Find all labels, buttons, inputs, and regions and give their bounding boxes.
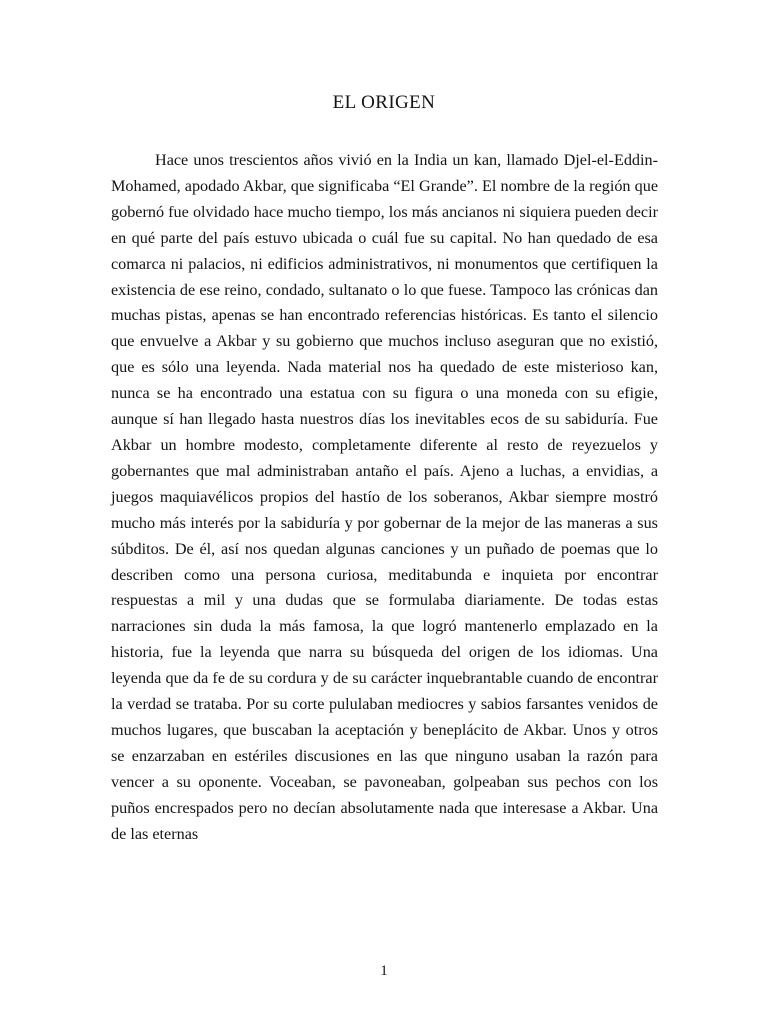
page-number: 1 [380, 963, 388, 979]
body-paragraph: Hace unos trescientos años vivió en la India un kan, llamado Djel-el-Eddin-Mohamed, apodado Akbar, que significaba “El Grande”. El nombre de la región que gobernó fue olvidado hace mucho tiempo, los más ancianos ni siquiera pueden decir en qué parte del país estuvo ubicada o cuál fue su capital. No han quedado de esa comarca ni palacios, ni edificios administrativos, ni monumentos que certifiquen la existencia de ese reino, condado, sultanato o lo que fuese. Tampoco las crónicas dan muchas pistas, apenas se han encontrado referencias históricas. Es tanto el silencio que envuelve a Akbar y su gobierno que muchos incluso aseguran que no existió, que es sólo una leyenda. Nada material nos ha quedado de este misterioso kan, nunca se ha encontrado una estatua con su figura o una moneda con su efigie, aunque sí han llegado hasta nuestros días los inevitables ecos de su sabiduría. Fue Akbar un hombre modesto, completamente diferente al resto de reyezuelos y gobernantes que mal administraban antaño el país. Ajeno a luchas, a envidias, a juegos maquiavélicos propios del hastío de los soberanos, Akbar siempre mostró mucho más interés por la sabiduría y por gobernar de la mejor de las maneras a sus súbditos. De él, así nos quedan algunas canciones y un puñado de poemas que lo describen como una persona curiosa, meditabunda e inquieta por encontrar respuestas a mil y una dudas que se formulaba diariamente. De todas estas narraciones sin duda la más famosa, la que logró mantenerlo emplazado en la historia, fue la leyenda que narra su búsqueda del origen de los idiomas. Una leyenda que da fe de su cordura y de su carácter inquebrantable cuando de encontrar la verdad se trataba. Por su corte pululaban mediocres y sabios farsantes venidos de muchos lugares, que buscaban la aceptación y beneplácito de Akbar. Unos y otros se enzarzaban en estériles discusiones en las que ninguno usaban la razón para vencer a su oponente. Voceaban, se pavoneaban, golpeaban sus pechos con los puños encrespados pero no decían absolutamente nada que interesase a Akbar. Una de las eternas [111, 151, 658, 843]
chapter-title: EL ORIGEN [332, 92, 436, 113]
